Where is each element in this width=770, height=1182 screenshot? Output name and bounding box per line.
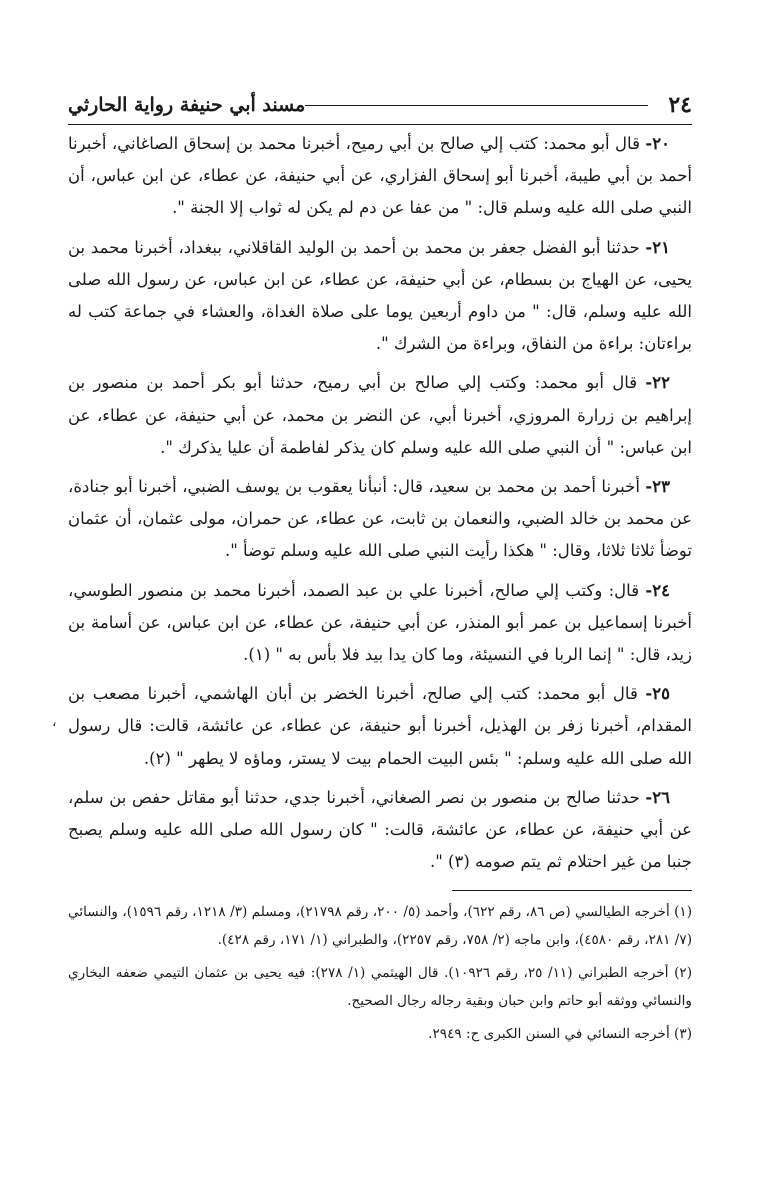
- running-title: مسند أبي حنيفة رواية الحارثي: [68, 94, 306, 116]
- hadith-paragraph: [68, 678, 692, 775]
- hadith-number: ٢٠-: [645, 134, 671, 153]
- footnote: (١) أخرجه الطيالسي (ص ٨٦، رقم ٦٢٢)، وأحمد (٥/ ٢٠٠، رقم ٢١٧٩٨)، ومسلم (٣/ ١٢١٨، رقم ١٥٩٦)، والنسائي (٧/ ٢٨١، رقم ٤٥٨٠)، وابن ماجه (٢/ ٧٥٨، رقم ٢٢٥٧)، والطبراني (١/ ١٧١، رقم ٤٢٨).: [68, 904, 693, 948]
- header-rule: [305, 105, 648, 106]
- margin-mark: ،: [52, 714, 57, 730]
- page-number: ٢٤: [668, 92, 692, 118]
- hadith-paragraph: [68, 367, 692, 464]
- footnote: (٢) أخرجه الطبراني (١١/ ٢٥، رقم ١٠٩٢٦). قال الهيثمي (١/ ٢٧٨): فيه يحيى بن عثمان التيمي ضعفه البخاري والنسائي ووثقه أبو حاتم وابن حبان وبقية رجاله رجال الصحيح.: [68, 965, 693, 1009]
- hadith-text: قال أبو محمد: وكتب إلي صالح بن أبي رميح، حدثنا أبو بكر أحمد بن منصور بن إبراهيم بن زرارة المروزي، أخبرنا أبي، عن النضر بن محمد، عن أبي حنيفة، عن عطاء، عن ابن عباس: " أن النبي صلى الله عليه وسلم كان يذكر لفاطمة أن عليا يذكرك ".: [68, 373, 692, 457]
- hadith-paragraph: [68, 782, 692, 879]
- hadith-number: ٢٢-: [645, 373, 670, 393]
- hadith-paragraph: [68, 232, 692, 361]
- hadith-text: قال أبو محمد: كتب إلي صالح، أخبرنا الخضر بن أبان الهاشمي، أخبرنا مصعب بن المقدام، أخبرنا زفر بن الهذيل، أخبرنا أبو حنيفة، عن عطاء، عن عائشة، قالت: قال رسول الله صلى الله عليه وسلم: " بئس البيت الحمام بيت لا يستر، وماؤه لا يطهر " (٢).: [68, 684, 692, 768]
- hadith-text: حدثنا صالح بن منصور بن نصر الصغاني، أخبرنا جدي، حدثنا أبو مقاتل حفص بن سلم، عن أبي حنيفة، عن عطاء، عن عائشة، قالت: " كان رسول الله صلى الله عليه وسلم يصبح جنبا من غير احتلام ثم يتم صومه (٣) ".: [68, 787, 692, 872]
- main-text: [68, 128, 692, 885]
- footnote-separator: [452, 890, 692, 891]
- hadith-number: ٢٥-: [645, 684, 670, 704]
- hadith-paragraph: [68, 128, 692, 225]
- hadith-number: ٢٤-: [645, 580, 670, 600]
- footnotes: [68, 898, 692, 1053]
- hadith-number: ٢٣-: [645, 477, 670, 497]
- header-underline: [68, 124, 692, 125]
- hadith-text: حدثنا أبو الفضل جعفر بن محمد بن أحمد بن الوليد القاقلاني، ببغداد، أخبرنا محمد بن يحيى، عن الهياج بن بسطام، عن أبي حنيفة، عن عطاء، عن ابن عباس، عن رسول الله صلى الله عليه وسلم، قال: " من داوم أربعين يوما على صلاة الغداة، والعشاء في جماعة كتب له براءتان: براءة من النفاق، وبراءة من الشرك ".: [68, 237, 692, 354]
- hadith-number: ٢١-: [645, 237, 670, 257]
- footnote: (٣) أخرجه النسائي في السنن الكبرى ح: ٢٩٤٩.: [428, 1026, 692, 1042]
- hadith-paragraph: [68, 575, 692, 672]
- page-header: [68, 88, 692, 122]
- hadith-number: ٢٦-: [645, 787, 671, 807]
- hadith-text: قال أبو محمد: كتب إلي صالح بن أبي رميح، أخبرنا محمد بن إسحاق الصاغاني، أخبرنا أحمد بن أبي طيبة، أخبرنا أبو إسحاق الفزاري، عن أبي حنيفة، عن عطاء، عن ابن عباس، أن النبي صلى الله عليه وسلم قال: " من عفا عن دم لم يكن له ثواب إلا الجنة ".: [68, 134, 692, 218]
- hadith-text: قال: وكتب إلي صالح، أخبرنا علي بن عبد الصمد، أخبرنا محمد بن منصور الطوسي، أخبرنا إسماعيل بن عمر أبو المنذر، عن أبي حنيفة، عن عطاء، عن ابن عباس، عن أسامة بن زيد، قال: " إنما الربا في النسيئة، وما كان يدا بيد فلا بأس به " (١).: [68, 580, 692, 665]
- hadith-paragraph: [68, 471, 692, 568]
- hadith-text: أخبرنا أحمد بن محمد بن سعيد، قال: أنبأنا يعقوب بن يوسف الضبي، أخبرنا أبو جنادة، عن محمد بن خالد الضبي، والنعمان بن ثابت، عن عطاء، عن حمران، مولى عثمان، أن عثمان توضأ ثلاثا ثلاثا، وقال: " هكذا رأيت النبي صلى الله عليه وسلم توضأ ".: [68, 477, 692, 561]
